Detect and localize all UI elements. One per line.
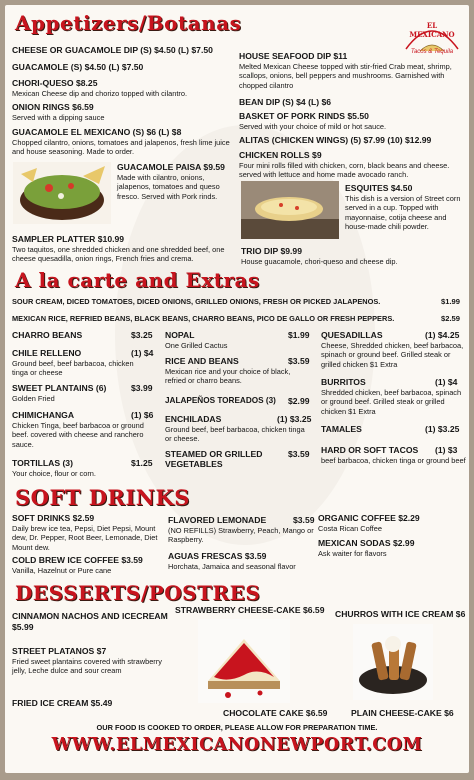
burritos-desc: Shredded chicken, beef barbacoa, spinach or ground beef. Grilled steak or grilled chicken $1 Extra	[321, 388, 462, 416]
a-la-carte-heading: A la carte and Extras	[15, 268, 260, 292]
restaurant-logo	[400, 19, 464, 63]
enchiladas-item: ENCHILADAS	[165, 414, 222, 424]
guac-mexicano-desc: Chopped cilantro, onions, tomatoes and jalapenos, fresh lime juice and house seasoning. Made to order.	[12, 138, 230, 157]
sweet-plantains-item: SWEET PLANTAINS (6)	[12, 383, 107, 393]
menu-card	[5, 5, 469, 773]
chori-queso-item: CHORI-QUESO $8.25	[12, 78, 98, 88]
logo-tag: Tacos & Tequila	[410, 49, 454, 55]
trio-dip-desc: House guacamole, chori-queso and cheese dip.	[241, 257, 398, 266]
flavored-lemonade-price: $3.59	[293, 515, 315, 525]
chimichanga-price: (1) $6	[131, 410, 154, 420]
charro-beans-item: CHARRO BEANS	[12, 330, 83, 340]
desserts-heading: DESSERTS/POSTRES	[15, 581, 261, 605]
chicken-rolls-desc: Four mini rolls filled with chicken, corn, black beans and cheese. served with lettuce and home made avocado ranch.	[239, 161, 450, 180]
cinnamon-nachos-price: $5.99	[12, 622, 34, 632]
street-platanos-item: STREET PLATANOS $7	[12, 646, 107, 656]
carte-row1: SOUR CREAM, DICED TOMATOES, DICED ONIONS, GRILLED ONIONS, FRESH OR PICKED JALAPENOS.	[12, 297, 381, 306]
website-link[interactable]: WWW.ELMEXICANONEWPORT.COM	[51, 735, 423, 755]
flavored-lemonade-item: FLAVORED LEMONADE	[168, 515, 267, 525]
appetizers-heading: Appetizers/Botanas	[15, 11, 242, 35]
cinnamon-nachos-item: CINNAMON NACHOS AND ICECREAM	[12, 611, 168, 621]
esquites-item: ESQUITES $4.50	[345, 183, 413, 193]
cheese-dip-item: CHEESE OR GUACAMOLE DIP (S) $4.50 (L) $7.50	[12, 45, 213, 55]
hard-soft-price: (1) $3	[435, 445, 458, 455]
seafood-dip-desc: Melted Mexican Cheese topped with stir-fried Crab meat, shrimp, scallops, onions, bell peppers and mushrooms. Garnished with chopped cilantro	[239, 62, 452, 90]
churros-photo	[353, 624, 433, 700]
sweet-plantains-price: $3.99	[131, 383, 153, 393]
nopal-price: $1.99	[288, 330, 310, 340]
onion-rings-desc: Served with a dipping sauce	[12, 113, 105, 122]
tamales-item: TAMALES	[321, 424, 362, 434]
aguas-item: AGUAS FRESCAS $3.59	[168, 551, 267, 561]
trio-dip-item: TRIO DIP $9.99	[241, 246, 302, 256]
rice-beans-desc: Mexican rice and your choice of black, refried or charro beans.	[165, 367, 291, 386]
guac-paisa-desc: Made with cilantro, onions, jalapenos, tomatoes and queso fresco. Served with Pork rinds.	[117, 173, 220, 201]
street-platanos-desc: Fried sweet plantains covered with strawberry jelly, Leche dulce and sour cream	[12, 657, 162, 676]
enchiladas-desc: Ground beef, beef barbacoa, chicken tinga or cheese.	[165, 425, 305, 444]
fried-ice-cream-item: FRIED ICE CREAM $5.49	[12, 698, 113, 708]
guac-paisa-item: GUACAMOLE PAISA $9.59	[117, 162, 225, 172]
chimichanga-desc: Chicken Tinga, beef barbacoa or ground beef. covered with cheese and ranchero sauce.	[12, 421, 144, 449]
strawberry-cheesecake-item: STRAWBERRY CHEESE-CAKE $6.59	[175, 605, 325, 615]
churros-item: CHURROS WITH ICE CREAM $6	[335, 609, 466, 619]
alitas-item: ALITAS (CHICKEN WINGS) (5) $7.99 (10) $12.99	[239, 135, 432, 145]
plain-cheesecake-item: PLAIN CHEESE-CAKE $6	[351, 708, 454, 718]
cold-brew-desc: Vanilla, Hazelnut or Pure cane	[12, 566, 112, 575]
tortillas-price: $1.25	[131, 458, 153, 468]
organic-coffee-item: ORGANIC COFFEE $2.29	[318, 513, 420, 523]
guacamole-item: GUACAMOLE (S) $4.50 (L) $7.50	[12, 62, 144, 72]
sweet-plantains-desc: Golden Fried	[12, 394, 55, 403]
onion-rings-item: ONION RINGS $6.59	[12, 102, 94, 112]
burritos-item: BURRITOS	[321, 377, 366, 387]
steamed-price: $3.59	[288, 449, 310, 459]
organic-coffee-desc: Costa Rican Coffee	[318, 524, 382, 533]
rice-beans-price: $3.59	[288, 356, 310, 366]
quesadillas-item: QUESADILLAS	[321, 330, 383, 340]
chile-relleno-item: CHILE RELLENO	[12, 348, 82, 358]
nopal-item: NOPAL	[165, 330, 195, 340]
bean-dip-item: BEAN DIP (S) $4 (L) $6	[239, 97, 332, 107]
chicken-rolls-item: CHICKEN ROLLS $9	[239, 150, 322, 160]
chori-queso-desc: Mexican Cheese dip and chorizo topped with cilantro.	[12, 89, 188, 98]
esquites-photo	[241, 181, 339, 239]
hard-soft-item: HARD OR SOFT TACOS	[321, 445, 419, 455]
guacamole-photo	[13, 162, 111, 224]
quesadillas-price: (1) $4.25	[425, 330, 460, 340]
carte-row1-price: $1.99	[441, 297, 461, 306]
steamed-item: STEAMED OR GRILLED VEGETABLES	[165, 449, 263, 470]
hard-soft-desc: beef barbacoa, chicken tinga or ground beef	[321, 456, 466, 465]
charro-beans-price: $3.25	[131, 330, 153, 340]
burritos-price: (1) $4	[435, 377, 458, 387]
enchiladas-price: (1) $3.25	[277, 414, 312, 424]
soft-drinks-desc: Daily brew ice tea, Pepsi, Diet Pepsi, Mount dew, Dr. Pepper, Root Beer, Lemonade, Diet Mount dew.	[12, 524, 158, 552]
tortillas-item: TORTILLAS (3)	[12, 458, 73, 468]
mexican-sodas-desc: Ask waiter for flavors	[318, 549, 387, 558]
footer-note: OUR FOOD IS COOKED TO ORDER, PLEASE ALLOW FOR PREPARATION TIME.	[96, 723, 378, 732]
rice-beans-item: RICE AND BEANS	[165, 356, 239, 366]
seafood-dip-item: HOUSE SEAFOOD DIP $11	[239, 51, 348, 61]
quesadillas-desc: Cheese, Shredded chicken, beef barbacoa, spinach or ground beef. Grilled steak or grilled chicken $1 Extra	[321, 341, 464, 369]
pork-rinds-item: BASKET OF PORK RINDS $5.50	[239, 111, 369, 121]
guac-mexicano-item: GUACAMOLE EL MEXICANO (S) $6 (L) $8	[12, 127, 182, 137]
nopal-desc: One Grilled Cactus	[165, 341, 228, 350]
chocolate-cake-item: CHOCOLATE CAKE $6.59	[223, 708, 328, 718]
jalapenos-price: $2.99	[288, 396, 310, 406]
tamales-price: (1) $3.25	[425, 424, 460, 434]
pork-rinds-desc: Served with your choice of mild or hot sauce.	[239, 122, 387, 131]
carte-row2-price: $2.59	[441, 314, 461, 323]
sampler-item: SAMPLER PLATTER $10.99	[12, 234, 125, 244]
flavored-lemonade-desc: (NO REFILLS) Strawberry, Peach, Mango or Raspberry.	[168, 526, 314, 545]
cheesecake-photo	[198, 619, 290, 703]
soft-drinks-item: SOFT DRINKS $2.59	[12, 513, 95, 523]
mexican-sodas-item: MEXICAN SODAS $2.99	[318, 538, 415, 548]
aguas-desc: Horchata, Jamaica and seasonal flavor	[168, 562, 296, 571]
chile-relleno-desc: Ground beef, beef barbacoa, chicken tinga or cheese	[12, 359, 134, 378]
chile-relleno-price: (1) $4	[131, 348, 154, 358]
sampler-desc: Two taquitos, one shredded chicken and one shredded beef, one cheese quesadilla, onion rings, French fries and crema.	[12, 245, 225, 264]
jalapenos-item: JALAPEÑOS TOREADOS (3)	[165, 396, 276, 405]
chimichanga-item: CHIMICHANGA	[12, 410, 75, 420]
tortillas-desc: Your choice, flour or corn.	[12, 469, 96, 478]
carte-row2: MEXICAN RICE, REFRIED BEANS, BLACK BEANS, CHARRO BEANS, PICO DE GALLO OR FRESH PEPPERS.	[12, 314, 395, 323]
logo-name: EL MEXICANO	[409, 21, 455, 39]
esquites-desc: This dish is a version of Street corn served in a cup. Topped with mayonnaise, cotija cheese and house-made chili powder.	[345, 194, 461, 231]
cold-brew-item: COLD BREW ICE COFFEE $3.59	[12, 555, 143, 565]
soft-drinks-heading: SOFT DRINKS	[15, 485, 190, 510]
